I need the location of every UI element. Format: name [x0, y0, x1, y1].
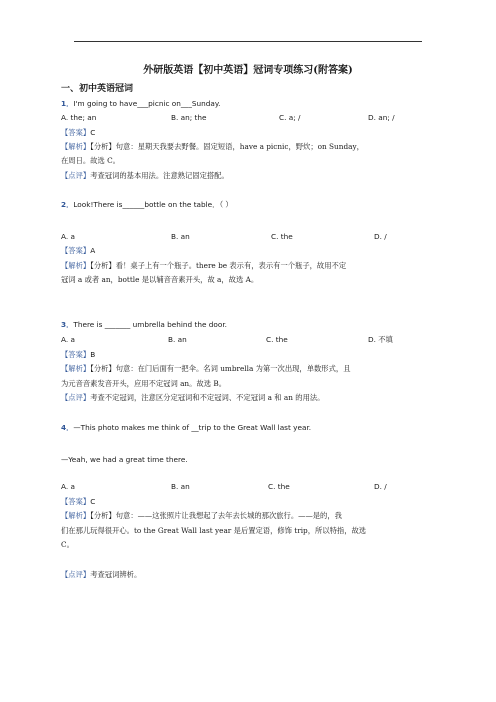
comment-tag: 【点评】: [61, 570, 91, 579]
q3-option-c: C. the: [266, 335, 288, 344]
q4-reply: —Yeah, we had a great time there.: [61, 455, 188, 464]
question-1-stem: [61, 99, 220, 109]
question-4-stem: [61, 423, 311, 433]
comment-text: 考查冠词的基本用法。注意熟记固定搭配。: [90, 171, 229, 180]
analysis-text: 【分析】句意：星期天我要去野餐。固定短语，have a picnic，野炊；on Sunday，: [90, 142, 364, 151]
analysis-tag: 【解析】: [61, 142, 91, 151]
q3-answer: [61, 350, 95, 360]
q1-option-d: D. an; /: [368, 113, 395, 122]
answer-value: A: [90, 246, 96, 255]
q2-answer: [61, 246, 95, 256]
q3-option-a: A. a: [61, 335, 75, 344]
answer-tag: 【答案】: [61, 497, 91, 506]
q3-option-d: D. 不填: [368, 335, 393, 344]
header-rule: [74, 41, 422, 42]
question-number: 2．: [61, 200, 74, 209]
analysis-text: 【分析】句意：在门后面有一把伞。名词 umbrella 为第一次出现，单数形式，且: [90, 364, 351, 373]
q3-option-b: B. an: [168, 335, 187, 344]
comment-tag: 【点评】: [61, 171, 91, 180]
question-text: —This photo makes me think of __trip to the Great Wall last year.: [73, 423, 312, 432]
q2-option-b: B. an: [171, 232, 190, 241]
question-number: 1．: [61, 99, 74, 108]
answer-value: C: [90, 497, 96, 506]
q4-option-c: C. the: [268, 482, 290, 491]
question-number: 4．: [61, 423, 74, 432]
q1-option-c: C. a; /: [279, 113, 301, 122]
q3-analysis-cont: 为元音音素发音开头，应用不定冠词 an。故选 B。: [61, 379, 226, 388]
q4-analysis-cont: 们在那儿玩得很开心。to the Great Wall last year 是后置定语，修饰 trip，所以特指，故选: [61, 526, 367, 535]
analysis-tag: 【解析】: [61, 511, 91, 520]
q2-analysis-cont: 冠词 a 或者 an，bottle 是以辅音音素开头，故 a，故选 A。: [61, 275, 259, 284]
q4-option-a: A. a: [61, 482, 75, 491]
answer-tag: 【答案】: [61, 246, 91, 255]
q2-analysis: [61, 261, 346, 271]
q1-option-b: B. an; the: [171, 113, 207, 122]
comment-text: 考查不定冠词，注意区分定冠词和不定冠词、不定冠词 a 和 an 的用法。: [90, 393, 325, 402]
q1-analysis: [61, 142, 364, 152]
q1-analysis-cont: 在周日。故选 C。: [61, 156, 120, 165]
q2-option-a: A. a: [61, 232, 75, 241]
analysis-text: 【分析】句意：——这张照片让我想起了去年去长城的那次旅行。——是的，我: [90, 511, 342, 520]
answer-tag: 【答案】: [61, 350, 91, 359]
question-3-stem: [61, 320, 227, 330]
q2-option-d: D. /: [374, 232, 387, 241]
q3-comment: [61, 393, 324, 403]
question-text: I'm going to have___picnic on___Sunday.: [73, 99, 221, 108]
q4-answer: [61, 497, 95, 507]
answer-value: C: [90, 128, 96, 137]
q1-answer: [61, 128, 95, 138]
question-2-stem: [61, 200, 233, 210]
q4-comment: [61, 570, 141, 580]
answer-value: B: [90, 350, 96, 359]
document-title: 外研版英语【初中英语】冠词专项练习(附答案): [143, 65, 353, 76]
q4-analysis: [61, 511, 342, 521]
q4-option-b: B. an: [171, 482, 190, 491]
q3-analysis: [61, 364, 351, 374]
question-text: There is _______ umbrella behind the door.: [73, 320, 227, 329]
q4-analysis-cont-2: C。: [61, 540, 74, 549]
answer-tag: 【答案】: [61, 128, 91, 137]
comment-tag: 【点评】: [61, 393, 91, 402]
analysis-text: 【分析】看！桌子上有一个瓶子。there be 表示有，表示有一个瓶子，故用不定: [90, 261, 347, 270]
q2-option-c: C. the: [271, 232, 293, 241]
section-heading: 一、初中英语冠词: [61, 84, 134, 94]
analysis-tag: 【解析】: [61, 364, 91, 373]
q1-comment: [61, 171, 229, 181]
q1-option-a: A. the; an: [61, 113, 97, 122]
analysis-tag: 【解析】: [61, 261, 91, 270]
question-text: Look!There is______bottle on the table．（ ）: [73, 200, 233, 209]
question-number: 3．: [61, 320, 74, 329]
comment-text: 考查冠词辨析。: [90, 570, 142, 579]
q4-option-d: D. /: [374, 482, 387, 491]
